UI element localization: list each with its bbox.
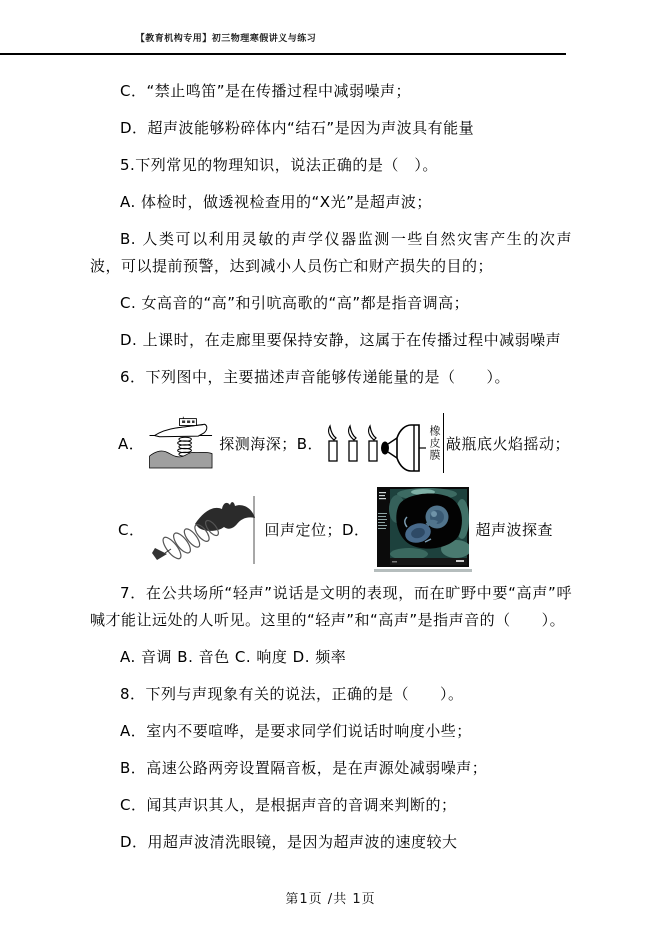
q7-options: A. 音调 B. 音色 C. 响度 D. 频率: [120, 648, 347, 666]
q6-caption-echo-and-label-d: 回声定位；D．: [264, 521, 370, 539]
q8-option-d: D．用超声波清洗眼镜，是因为超声波的速度较大: [120, 833, 458, 851]
q6-figure-row-cd: [118, 487, 572, 572]
q6-caption-depth-and-label-b: 探测海深；B．: [219, 434, 323, 453]
q5-option-d: D. 上课时，在走廊里要保持安静，这属于在传播过程中减弱噪声: [120, 331, 562, 349]
q5-option-a: A. 体检时，做透视检查用的“X光”是超声波；: [120, 193, 432, 211]
q5-option-b: B. 人类可以利用灵敏的声学仪器监测一些自然灾害产生的次声波，可以提前预警，达到减小人员伤亡和财产损失的目的；: [90, 230, 572, 275]
q5-option-c: C. 女高音的“高”和引吭高歌的“高”都是指音调高；: [120, 294, 470, 312]
ultrasound-scan-figure: [374, 487, 472, 572]
bat-echolocation-icon: [147, 490, 259, 570]
page-number: 第1页 /共 1页: [285, 892, 376, 907]
boat-sonar-icon: [147, 401, 214, 485]
q8-stem: 8．下列与声现象有关的说法，正确的是（ ）。: [120, 685, 464, 703]
q4-option-c: C．“禁止鸣笛”是在传播过程中减弱噪声；: [120, 82, 412, 100]
candles-bottle-figure: [325, 407, 444, 479]
q8-option-c: C．闻其声识其人，是根据声音的音调来判断的；: [120, 796, 457, 814]
ultrasound-scan-icon: [377, 487, 469, 567]
q6-figure-row-ab: [118, 401, 572, 485]
q8-option-b: B．高速公路两旁设置隔音板，是在声源处减弱噪声；: [120, 759, 488, 777]
q6-figure-label-a: A．: [118, 434, 145, 453]
q7-stem: 7．在公共场所“轻声”说话是文明的表现，而在旷野中要“高声”呼喊才能让远处的人听见。这里的“轻声”和“高声”是指声音的（ ）。: [90, 584, 572, 629]
rubber-membrane-label: 橡皮膜: [427, 425, 441, 461]
q6-caption-ultrasound: 超声波探查: [475, 521, 554, 539]
rubber-membrane-callout: [428, 413, 444, 473]
page-title: 【教育机构专用】初三物理寒假讲义与练习: [135, 34, 317, 44]
q5-stem: 5.下列常见的物理知识，说法正确的是（ ）。: [120, 156, 438, 174]
candles-bottle-icon: [325, 407, 427, 479]
q6-stem: 6．下列图中，主要描述声音能够传递能量的是（ ）。: [120, 368, 511, 386]
q6-caption-flame: 敲瓶底火焰摇动；: [445, 434, 570, 453]
document-body: [90, 78, 572, 866]
q6-figure-label-c: C．: [118, 521, 145, 539]
header-divider: [0, 53, 566, 55]
q8-option-a: A．室内不要喧哗，是要求同学们说话时响度小些；: [120, 722, 472, 740]
q4-option-d: D．超声波能够粉碎体内“结石”是因为声波具有能量: [120, 119, 475, 137]
